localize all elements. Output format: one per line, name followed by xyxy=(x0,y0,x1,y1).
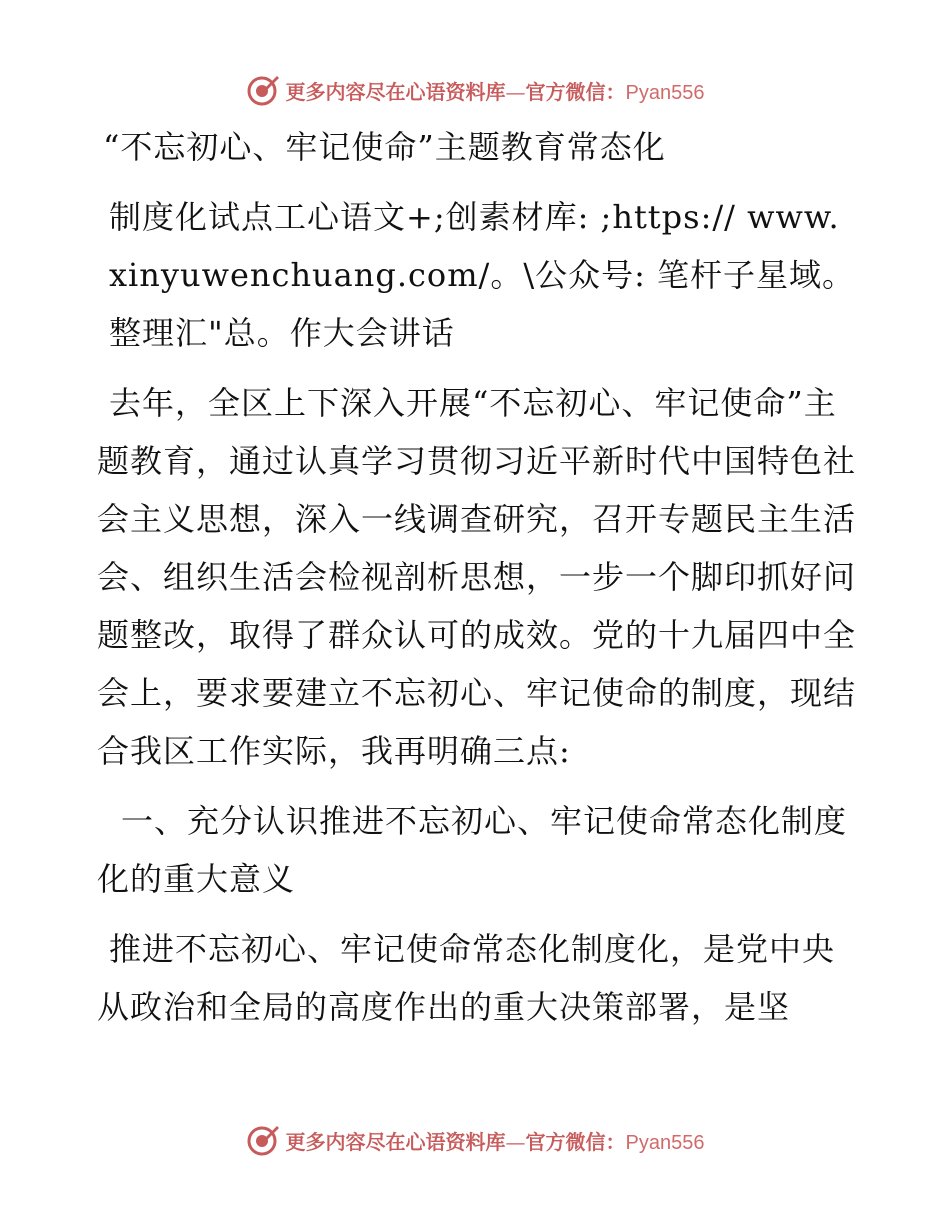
paragraph-2 xyxy=(97,374,857,780)
pen-logo-icon xyxy=(246,1123,280,1157)
watermark-handle: Pyan556 xyxy=(625,81,705,104)
watermark-label: 官方微信： xyxy=(525,1129,626,1154)
watermark-text xyxy=(286,1126,705,1155)
watermark-label: 官方微信： xyxy=(525,79,626,104)
paragraph-3 xyxy=(97,920,857,1036)
watermark-banner-top xyxy=(0,70,950,110)
document-title: “不忘初心、牢记使命”主题教育常态化 xyxy=(103,128,666,166)
paragraph-2-text: 去年，全区上下深入开展“不忘初心、牢记使命”主题教育，通过认真学习贯彻习近平新时代中国特色社会主义思想，深入一线调查研究，召开专题民主生活会、组织生活会检视剖析思想，一步一个脚印抓好问题整改，取得了群众认可的成效。党的十九届四中全会上，要求要建立不忘初心、牢记使命的制度，现结合我区工作实际，我再明确三点: xyxy=(97,384,857,770)
watermark-site-name: 更多内容尽在心语资料库 xyxy=(285,79,506,104)
paragraph-3-text: 推进不忘初心、牢记使命常态化制度化，是党中央从政治和全局的高度作出的重大决策部署，是坚 xyxy=(97,930,836,1026)
document-body xyxy=(97,118,857,1036)
pen-logo-icon xyxy=(246,73,280,107)
watermark-separator: — xyxy=(505,79,526,104)
watermark-handle: Pyan556 xyxy=(625,1131,705,1154)
watermark-text xyxy=(286,76,705,105)
section-heading-1 xyxy=(97,792,857,908)
watermark-banner-bottom xyxy=(0,1120,950,1160)
paragraph-1: 制度化试点工心语文+;创素材库: ;https:// www.xinyuwenchuang.com/。\公众号: 笔杆子星域。整理汇"总。作大会讲话 xyxy=(109,198,856,352)
watermark-separator: — xyxy=(505,1129,526,1154)
watermark-site-name: 更多内容尽在心语资料库 xyxy=(285,1129,506,1154)
section-heading-1-text: 一、充分认识推进不忘初心、牢记使命常态化制度化的重大意义 xyxy=(97,802,848,898)
